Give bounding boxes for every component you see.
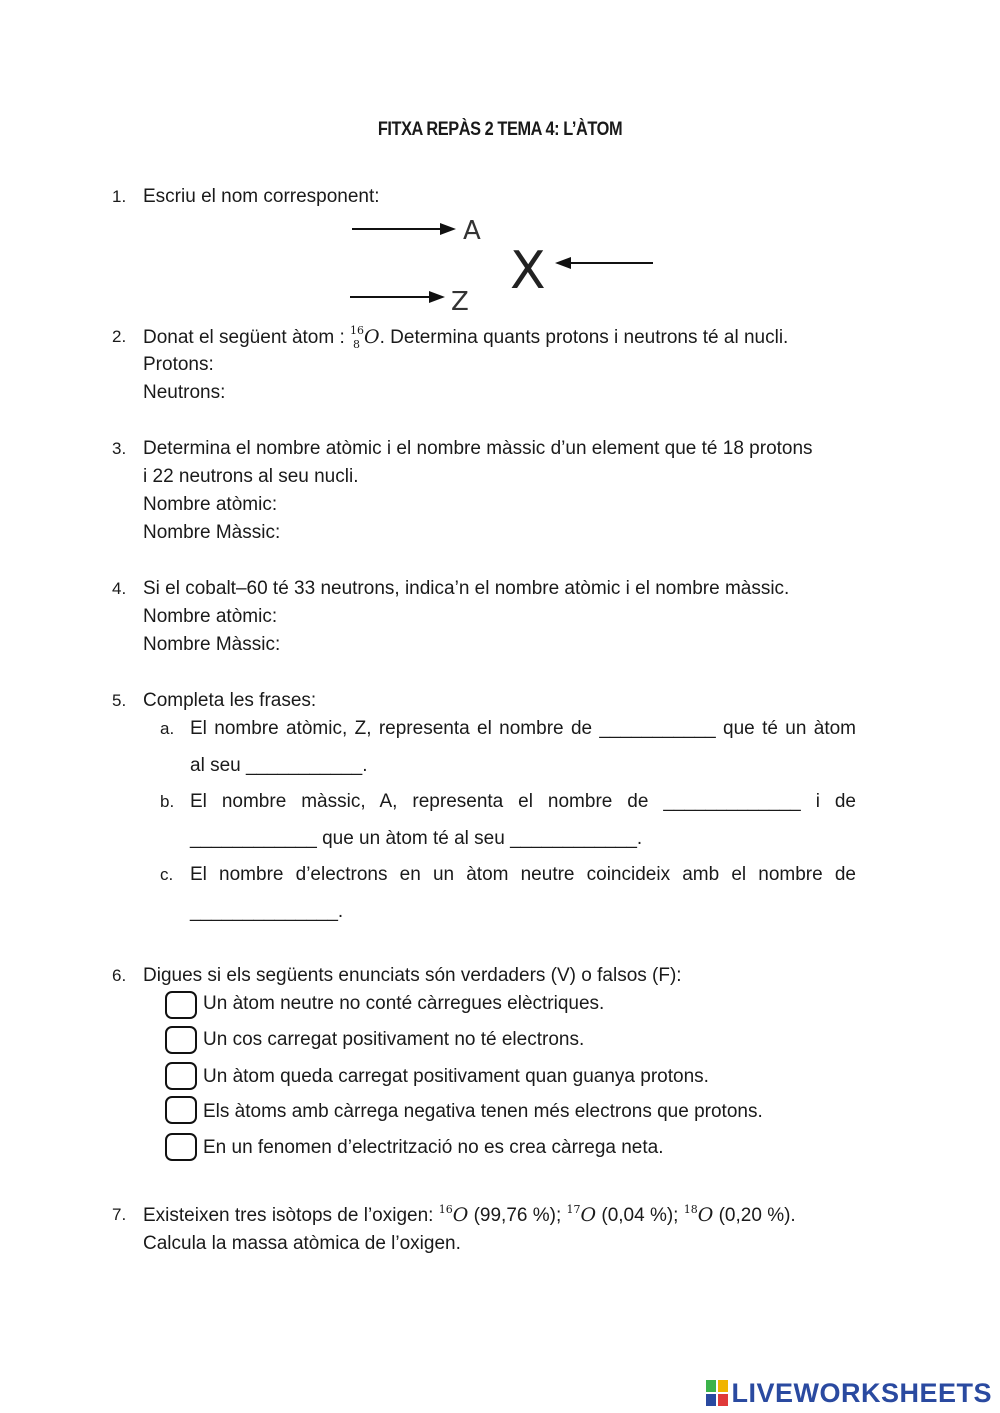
- q5c-line2: ______________.: [190, 901, 344, 922]
- q3-atomic-label: Nombre atòmic:: [143, 494, 278, 515]
- tf-statement-4: Els àtoms amb càrrega negativa tenen més electrons que protons.: [203, 1101, 763, 1122]
- arrow-x-icon: [555, 257, 571, 269]
- q3-line2: i 22 neutrons al seu nucli.: [143, 466, 359, 487]
- q1-text: Escriu el nom corresponent:: [143, 186, 380, 207]
- q6-text: Digues si els següents enunciats són verdaders (V) o falsos (F):: [143, 965, 682, 986]
- tf-checkbox-3[interactable]: [165, 1062, 197, 1090]
- q5b-line2: ____________ que un àtom té al seu ____________.: [190, 828, 643, 849]
- liveworksheets-logo: [706, 1378, 992, 1408]
- q4-atomic-label: Nombre atòmic:: [143, 606, 278, 627]
- tf-checkbox-1[interactable]: [165, 991, 197, 1019]
- label-z: Z: [451, 287, 469, 317]
- q2-atomic-number: 8: [353, 338, 361, 351]
- tf-checkbox-2[interactable]: [165, 1026, 197, 1054]
- q3-number: 3.: [112, 439, 127, 458]
- q5-text: Completa les frases:: [143, 690, 317, 711]
- q5a-line1: El nombre atòmic, Z, representa el nombre de ___________ que té un àtom: [190, 718, 856, 739]
- q5c-letter: c.: [160, 865, 174, 884]
- q3-mass-label: Nombre Màssic:: [143, 522, 281, 543]
- liveworksheets-logo-icon: [706, 1380, 728, 1406]
- q7-number: 7.: [112, 1205, 127, 1224]
- tf-checkbox-5[interactable]: [165, 1133, 197, 1161]
- q6-number: 6.: [112, 966, 127, 985]
- q2-text: Donat el següent àtom : 16 8 O. Determina quants protons i neutrons té al nucli.: [143, 323, 788, 352]
- q5-number: 5.: [112, 691, 127, 710]
- q2-neutrons-label: Neutrons:: [143, 382, 226, 403]
- arrow-z-icon: [429, 291, 445, 303]
- arrow-a-icon: [440, 223, 456, 235]
- tf-statement-3: Un àtom queda carregat positivament quan guanya protons.: [203, 1066, 709, 1087]
- label-a: A: [463, 216, 481, 246]
- q2-mass-number: 16: [350, 324, 365, 337]
- q5b-line1: El nombre màssic, A, representa el nombre de _____________ i de: [190, 791, 856, 812]
- liveworksheets-logo-text: LIVEWORKSHEETS: [731, 1377, 992, 1408]
- q7-line2: Calcula la massa atòmica de l’oxigen.: [143, 1233, 461, 1254]
- q2-protons-label: Protons:: [143, 354, 214, 375]
- q5a-letter: a.: [160, 719, 175, 738]
- tf-statement-1: Un àtom neutre no conté càrregues elèctriques.: [203, 993, 605, 1014]
- q2-number: 2.: [112, 327, 127, 346]
- symbol-x: X: [510, 241, 546, 301]
- q5b-letter: b.: [160, 792, 175, 811]
- q4-number: 4.: [112, 579, 127, 598]
- q4-mass-label: Nombre Màssic:: [143, 634, 281, 655]
- tf-statement-5: En un fenomen d’electrització no es crea càrrega neta.: [203, 1137, 664, 1158]
- atom-notation-diagram: [340, 210, 670, 320]
- q5c-line1: El nombre d’electrons en un àtom neutre coincideix amb el nombre de: [190, 864, 856, 885]
- q4-line1: Si el cobalt–60 té 33 neutrons, indica’n el nombre atòmic i el nombre màssic.: [143, 578, 790, 599]
- q3-line1: Determina el nombre atòmic i el nombre màssic d’un element que té 18 protons: [143, 438, 813, 459]
- q5a-line2: al seu ___________.: [190, 755, 368, 776]
- q7-line1: Existeixen tres isòtops de l’oxigen: $^{16}$O (99,76 %); $^{17}$O (0,04 %); $^{18}$O (0,20 %).: [143, 1203, 796, 1226]
- q1-number: 1.: [112, 187, 127, 206]
- page-title: FITXA REPÀS 2 TEMA 4: L’ÀTOM: [377, 119, 623, 140]
- tf-statement-2: Un cos carregat positivament no té electrons.: [203, 1029, 585, 1050]
- tf-checkbox-4[interactable]: [165, 1096, 197, 1124]
